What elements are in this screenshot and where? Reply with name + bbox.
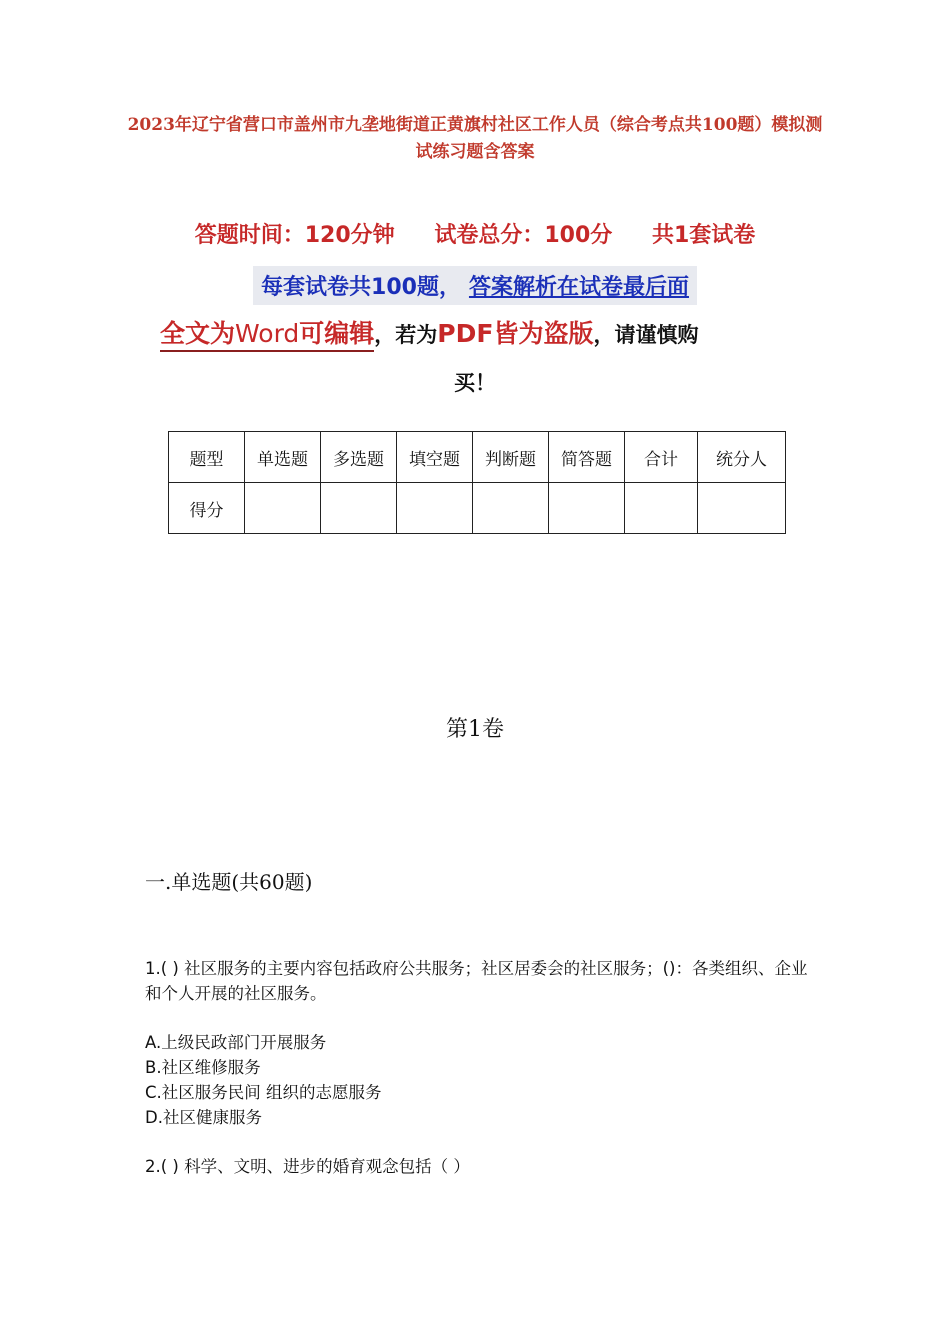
section-heading: 一.单选题(共60题): [145, 870, 313, 894]
table-cell: [245, 483, 321, 534]
piracy-notice: 全文为Word可编辑，若为PDF皆为盗版，请谨慎购 买！: [160, 310, 800, 407]
volume-heading: 第1卷: [446, 717, 504, 742]
table-cell: 合计: [625, 432, 698, 483]
exam-set-count: 共1套试卷: [651, 223, 756, 248]
score-table: [168, 431, 786, 534]
notice-line-2: 买！: [454, 371, 496, 395]
table-cell: 简答题: [549, 432, 625, 483]
document-title: 2023年辽宁省营口市盖州市九垄地街道正黄旗村社区工作人员（综合考点共100题）模拟测试练习题含答案: [127, 115, 823, 162]
table-cell: 单选题: [245, 432, 321, 483]
table-cell: 填空题: [397, 432, 473, 483]
table-cell: 判断题: [473, 432, 549, 483]
table-score-row: [169, 483, 786, 534]
question-1-option-b: B.社区维修服务: [145, 1058, 261, 1077]
table-cell: [549, 483, 625, 534]
question-1-option-d: D.社区健康服务: [145, 1108, 262, 1127]
promo-text: 每套试卷共100题， 答案解析在试卷最后面: [253, 266, 697, 305]
question-1-stem: 1.( ) 社区服务的主要内容包括政府公共服务；社区居委会的社区服务；()：各类组织、企业和个人开展的社区服务。: [145, 959, 808, 1003]
table-cell: 得分: [169, 483, 245, 534]
promo-banner: [0, 266, 950, 305]
table-cell: 多选题: [321, 432, 397, 483]
question-2-stem: 2.( ) 科学、文明、进步的婚育观念包括（ ）: [145, 1157, 470, 1176]
table-cell: [698, 483, 786, 534]
table-cell: [397, 483, 473, 534]
table-cell: [473, 483, 549, 534]
table-cell: [321, 483, 397, 534]
table-cell: 题型: [169, 432, 245, 483]
table-cell: [625, 483, 698, 534]
question-1-option-c: C.社区服务民间 组织的志愿服务: [145, 1083, 382, 1102]
table-cell: 统分人: [698, 432, 786, 483]
question-1-option-a: A.上级民政部门开展服务: [145, 1033, 327, 1052]
exam-meta: [0, 218, 950, 249]
exam-total-score: 试卷总分：100分: [434, 223, 613, 248]
table-header-row: [169, 432, 786, 483]
exam-time: 答题时间：120分钟: [194, 223, 395, 248]
